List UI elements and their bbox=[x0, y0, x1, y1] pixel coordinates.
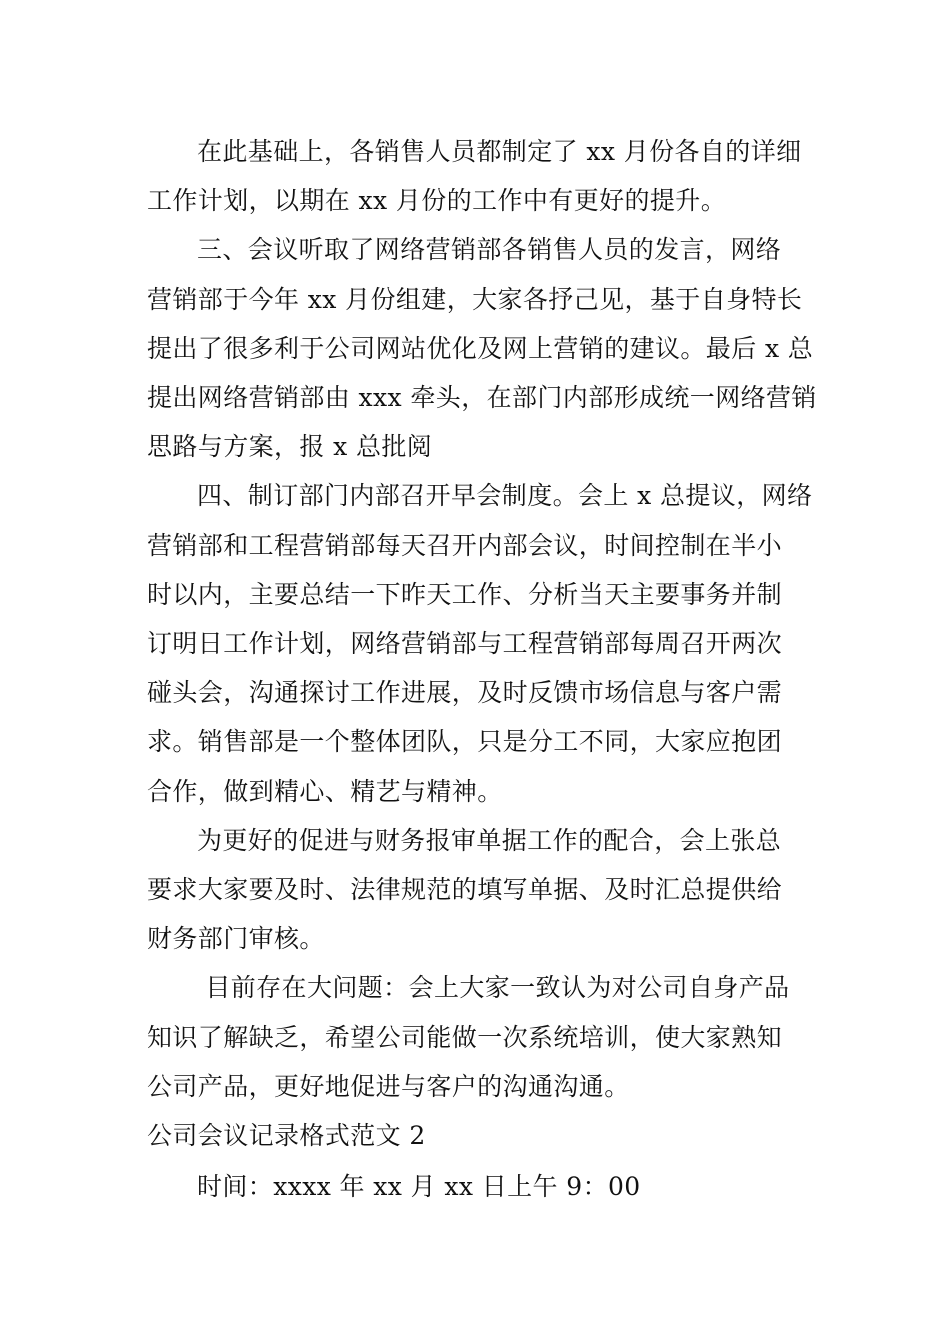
text-line: 要求大家要及时、法律规范的填写单据、及时汇总提供给 bbox=[147, 875, 783, 905]
text-line: 营销部于今年 xx 月份组建，大家各抒己见，基于自身特长 bbox=[147, 284, 803, 314]
text-line: 财务部门审核。 bbox=[147, 924, 325, 954]
text-line: 三、会议听取了网络营销部各销售人员的发言，网络 bbox=[197, 235, 782, 265]
text-line: 提出了很多利于公司网站优化及网上营销的建议。最后 x 总 bbox=[147, 333, 814, 363]
text-line: 合作，做到精心、精艺与精神。 bbox=[147, 776, 503, 806]
document-body bbox=[147, 127, 817, 1211]
text-line: 时以内，主要总结一下昨天工作、分析当天主要事务并制 bbox=[147, 579, 783, 609]
paragraph-network-marketing bbox=[147, 225, 817, 471]
meeting-time: 时间：xxxx 年 xx 月 xx 日上午 9：00 bbox=[197, 1172, 641, 1202]
text-line: 碰头会，沟通探讨工作进展，及时反馈市场信息与客户需 bbox=[147, 678, 783, 708]
text-line: 提出网络营销部由 xxx 牵头，在部门内部形成统一网络营销 bbox=[147, 383, 817, 413]
text-line: 公司产品，更好地促进与客户的沟通沟通。 bbox=[147, 1071, 630, 1101]
text-line: 工作计划，以期在 xx 月份的工作中有更好的提升。 bbox=[147, 186, 727, 216]
text-line: 思路与方案，报 x 总批阅 bbox=[147, 432, 433, 462]
text-line: 四、制订部门内部召开早会制度。会上 x 总提议，网络 bbox=[197, 481, 813, 511]
paragraph-problems bbox=[147, 963, 807, 1111]
text-line: 在此基础上，各销售人员都制定了 xx 月份各自的详细 bbox=[197, 137, 802, 166]
text-line: 求。销售部是一个整体团队，只是分工不同，大家应抱团 bbox=[147, 727, 783, 757]
text-line: 订明日工作计划，网络营销部与工程营销部每周召开两次 bbox=[147, 629, 783, 659]
paragraph-finance bbox=[147, 816, 807, 964]
text-line: 知识了解缺乏，希望公司能做一次系统培训，使大家熟知 bbox=[147, 1022, 783, 1052]
text-line: 目前存在大问题：会上大家一致认为对公司自身产品 bbox=[197, 973, 790, 1003]
text-line: 为更好的促进与财务报审单据工作的配合，会上张总 bbox=[197, 825, 782, 855]
text-line: 营销部和工程营销部每天召开内部会议，时间控制在半小 bbox=[147, 530, 783, 560]
section-heading: 公司会议记录格式范文 2 bbox=[147, 1121, 426, 1151]
paragraph-morning-meeting bbox=[147, 471, 813, 815]
paragraph-sales-plan bbox=[147, 127, 807, 225]
